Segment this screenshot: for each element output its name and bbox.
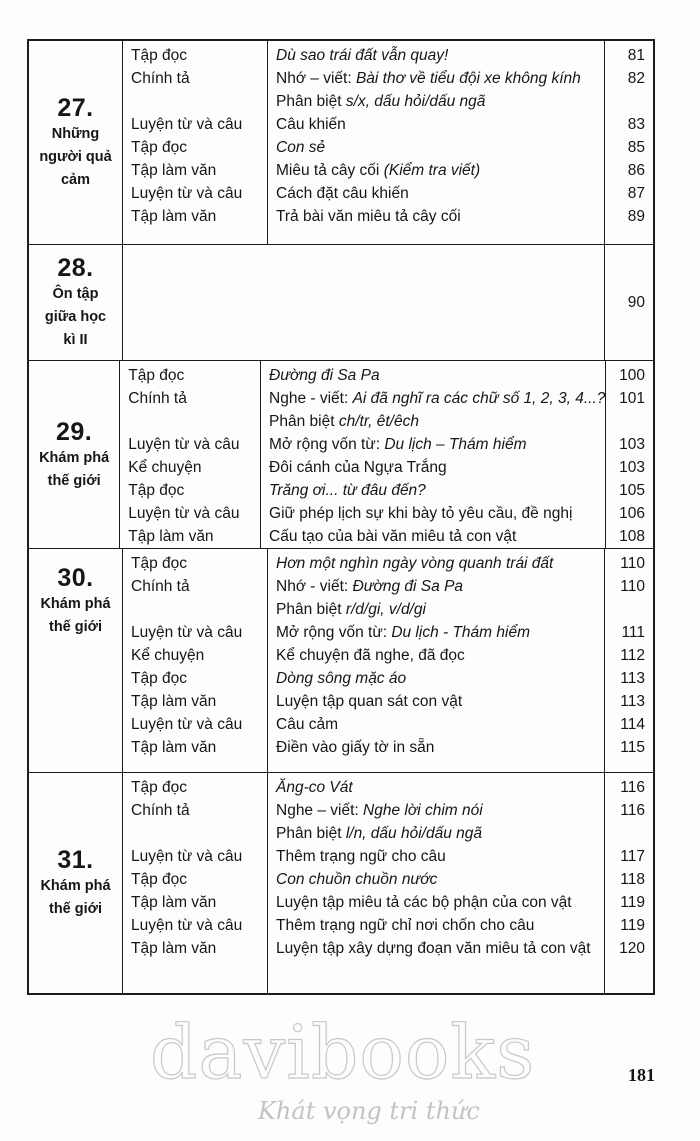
lesson-cell [261, 410, 605, 433]
lesson-cell [268, 776, 604, 799]
lesson-cell [268, 736, 604, 759]
subject-cell: Luyện từ và câu [131, 716, 243, 733]
lesson-cell [268, 182, 604, 205]
lesson-cell [268, 845, 604, 868]
page-cell: 83 [627, 116, 645, 133]
subject-cell: Kể chuyện [128, 459, 202, 476]
week-title-line: thế giới [48, 901, 102, 917]
lesson-cell [268, 713, 604, 736]
lesson-title: Kể chuyện đã nghe, đã đọc [276, 647, 465, 664]
lesson-title: Nghe lời chim nói [363, 802, 483, 819]
lesson-cell [268, 621, 604, 644]
lesson-title: Dòng sông mặc áo [276, 670, 407, 687]
lesson-prefix: Nghe – viết: [276, 802, 364, 819]
lesson-title: Du lịch - Thám hiểm [391, 624, 530, 641]
lesson-title: Trả bài văn miêu tả cây cối [276, 208, 461, 225]
lesson-title: Đường đi Sa Pa [269, 367, 380, 384]
lesson-title: Cách đặt câu khiến [276, 185, 409, 202]
page-cell: 120 [619, 940, 645, 957]
lesson-title: Thêm trạng ngữ cho câu [276, 848, 446, 865]
lesson-cell [268, 914, 604, 937]
lesson-prefix: Nghe - viết: [269, 390, 353, 407]
subject-column [120, 361, 261, 548]
lesson-cell [268, 799, 604, 822]
week-29-block [29, 361, 653, 549]
lesson-cell [268, 205, 604, 228]
lesson-cell [268, 868, 604, 891]
lesson-cell [268, 90, 604, 113]
lesson-title: Đôi cánh của Ngựa Trắng [269, 459, 447, 476]
page-footer [0, 1005, 700, 1141]
page-cell: 119 [620, 894, 645, 911]
page-column [605, 549, 653, 772]
page-cell: 89 [627, 208, 645, 225]
subject-cell: Tập đọc [131, 47, 188, 64]
subject-cell: Tập đọc [128, 367, 185, 384]
subject-cell: Tập làm văn [131, 208, 217, 225]
subject-cell: Tập làm văn [131, 162, 217, 179]
page-number: 181 [628, 1065, 655, 1085]
week-label [29, 773, 123, 993]
subject-cell [123, 598, 267, 621]
lesson-title: Ăng-co Vát [276, 779, 353, 796]
page-cell: 86 [627, 162, 645, 179]
lesson-cell [268, 552, 604, 575]
lesson-cell [268, 891, 604, 914]
lesson-column [261, 361, 606, 548]
lesson-title: r/d/gi, v/d/gi [345, 601, 426, 618]
page-cell: 113 [620, 693, 645, 710]
lesson-cell [261, 525, 605, 548]
week-number: 31. [57, 846, 94, 874]
page-column [605, 41, 653, 244]
subject-cell: Tập đọc [131, 871, 188, 888]
page-cell: 114 [620, 716, 645, 733]
week-number: 29. [56, 417, 93, 446]
lesson-cell [268, 44, 604, 67]
lesson-title: Giữ phép lịch sự khi bày tỏ yêu cầu, đề nghị [269, 505, 573, 522]
page-cell: 116 [620, 802, 645, 819]
week-label [29, 41, 123, 244]
lesson-prefix: Nhớ - viết: [276, 578, 353, 595]
lesson-cell [268, 113, 604, 136]
page-cell: 118 [620, 871, 645, 888]
subject-cell: Luyện từ và câu [131, 116, 243, 133]
page-cell: 110 [620, 555, 645, 572]
subject-cell: Chính tả [131, 70, 190, 87]
subject-cell: Chính tả [128, 390, 187, 407]
subject-cell: Tập đọc [131, 670, 188, 687]
page-cell: 113 [620, 670, 645, 687]
week-label [29, 245, 123, 360]
subject-cell: Tập làm văn [131, 739, 217, 756]
page-cell: 100 [619, 367, 645, 384]
lesson-cell [268, 667, 604, 690]
subject-cell [123, 822, 267, 845]
week-title-line: thế giới [47, 472, 101, 489]
subject-cell: Luyện từ và câu [131, 185, 243, 202]
subject-cell: Luyện từ và câu [131, 917, 243, 934]
lesson-prefix: Nhớ – viết: [276, 70, 356, 87]
page-cell: 103 [619, 436, 645, 453]
page-cell: 101 [619, 390, 645, 407]
subject-cell: Chính tả [131, 578, 190, 595]
lesson-title: Thêm trạng ngữ chỉ nơi chốn cho câu [276, 917, 535, 934]
lesson-title: Con chuồn chuồn nước [276, 871, 438, 888]
subject-cell: Tập đọc [131, 779, 188, 796]
lesson-cell [261, 502, 605, 525]
page-column [606, 361, 653, 548]
page-cell [605, 822, 653, 845]
lesson-cell [268, 136, 604, 159]
week-title-line: thế giới [48, 619, 102, 635]
week-30-block [29, 549, 653, 773]
week-number: 30. [57, 564, 94, 592]
lesson-cell [268, 690, 604, 713]
lesson-cell [268, 575, 604, 598]
page-cell: 117 [620, 848, 645, 865]
page-cell [606, 410, 653, 433]
week-title-line: Khám phá [40, 596, 111, 612]
lesson-title: Luyện tập miêu tả các bộ phận của con vật [276, 894, 572, 911]
lesson-title: Cấu tạo của bài văn miêu tả con vật [269, 528, 517, 545]
subject-cell: Tập đọc [131, 139, 188, 156]
lesson-title: l/n, dấu hỏi/dấu ngã [345, 825, 482, 842]
page-cell: 111 [621, 624, 645, 641]
subject-cell: Kể chuyện [131, 647, 205, 664]
week-title-line: Những [51, 126, 100, 142]
lesson-title: Câu cảm [276, 716, 339, 733]
week-31-block [29, 773, 653, 993]
lesson-prefix: Phân biệt [276, 825, 346, 842]
lesson-title: s/x, dấu hỏi/dấu ngã [345, 93, 486, 110]
lesson-title: Trăng ơi... từ đâu đến? [269, 482, 426, 499]
page-cell: 105 [619, 482, 645, 499]
toc-table [27, 39, 655, 995]
page-cell: 119 [620, 917, 645, 934]
subject-cell: Luyện từ và câu [131, 848, 243, 865]
lesson-title: Du lịch – Thám hiểm [384, 436, 527, 453]
subject-column [123, 549, 268, 772]
week-label [29, 549, 123, 772]
page-column [605, 245, 653, 360]
lesson-title: (Kiểm tra viết) [383, 162, 481, 179]
page-cell: 115 [620, 739, 645, 756]
week-title-line: kì II [63, 332, 88, 348]
lesson-title: Dù sao trái đất vẫn quay! [276, 47, 449, 64]
page-cell: 112 [620, 647, 645, 664]
page-cell: 90 [627, 294, 645, 311]
week-28-block [29, 245, 653, 361]
lesson-cell [268, 822, 604, 845]
subject-cell: Tập làm văn [131, 693, 217, 710]
lesson-prefix: Phân biệt [269, 413, 339, 430]
lesson-title: Đường đi Sa Pa [352, 578, 464, 595]
subject-cell: Tập đọc [131, 555, 188, 572]
page-cell: 82 [627, 70, 645, 87]
week-27-block [29, 41, 653, 245]
page-cell [605, 90, 653, 113]
lesson-title: Câu khiến [276, 116, 346, 133]
lesson-prefix: Mở rộng vốn từ: [276, 624, 392, 641]
lesson-column [268, 773, 605, 993]
subject-cell: Tập làm văn [131, 940, 217, 957]
lesson-prefix: Miêu tả cây cối [276, 162, 384, 179]
lesson-cell [261, 433, 605, 456]
lesson-title: ch/tr, êt/êch [338, 413, 419, 430]
page-cell: 110 [620, 578, 645, 595]
lesson-cell [261, 387, 605, 410]
week-title-line: Khám phá [40, 878, 111, 894]
subject-cell [120, 410, 260, 433]
subject-cell: Luyện từ và câu [131, 624, 243, 641]
page-cell: 81 [627, 47, 645, 64]
watermark-logo: davibooks [150, 1010, 536, 1096]
subject-cell: Luyện từ và câu [128, 505, 240, 522]
lesson-prefix: Phân biệt [276, 93, 346, 110]
lesson-prefix: Phân biệt [276, 601, 346, 618]
subject-cell: Luyện từ và câu [128, 436, 240, 453]
week-number: 28. [57, 254, 94, 282]
page-cell: 116 [620, 779, 645, 796]
subject-cell [123, 90, 267, 113]
page-cell: 108 [619, 528, 645, 545]
lesson-cell [268, 159, 604, 182]
week-title-line: người quả [39, 149, 112, 165]
lesson-title: Con sẻ [276, 139, 326, 156]
lesson-cell [268, 598, 604, 621]
week-number: 27. [57, 94, 94, 122]
subject-cell: Tập làm văn [131, 894, 217, 911]
review-week-empty-cell [123, 245, 605, 360]
lesson-title: Bài thơ về tiểu đội xe không kính [355, 70, 581, 87]
week-label [29, 361, 120, 548]
subject-column [123, 41, 268, 244]
lesson-column [268, 549, 605, 772]
lesson-column [268, 41, 605, 244]
subject-cell: Tập đọc [128, 482, 185, 499]
lesson-title: Luyện tập quan sát con vật [276, 693, 463, 710]
page-cell: 106 [619, 505, 645, 522]
subject-column [123, 773, 268, 993]
lesson-title: Hơn một nghìn ngày vòng quanh trái đất [276, 555, 554, 572]
lesson-cell [268, 937, 604, 960]
lesson-cell [268, 644, 604, 667]
lesson-title: Ai đã nghĩ ra các chữ số 1, 2, 3, 4...? [352, 390, 606, 407]
page-cell [605, 598, 653, 621]
lesson-title: Điền vào giấy tờ in sẵn [276, 739, 435, 756]
lesson-cell [261, 479, 605, 502]
week-title-line: giữa học [44, 309, 107, 325]
page-cell: 85 [627, 139, 645, 156]
page-column [605, 773, 653, 993]
page-cell: 87 [627, 185, 645, 202]
page-cell: 103 [619, 459, 645, 476]
lesson-title: Luyện tập xây dựng đoạn văn miêu tả con vật [276, 940, 591, 957]
watermark-tagline: Khát vọng tri thức [258, 1097, 480, 1125]
subject-cell: Chính tả [131, 802, 190, 819]
week-title-line: Khám phá [39, 449, 110, 466]
lesson-prefix: Mở rộng vốn từ: [269, 436, 385, 453]
lesson-cell [261, 364, 605, 387]
week-title-line: cảm [60, 172, 91, 188]
lesson-cell [268, 67, 604, 90]
lesson-cell [261, 456, 605, 479]
subject-cell: Tập làm văn [128, 528, 214, 545]
week-title-line: Ôn tập [52, 286, 99, 302]
